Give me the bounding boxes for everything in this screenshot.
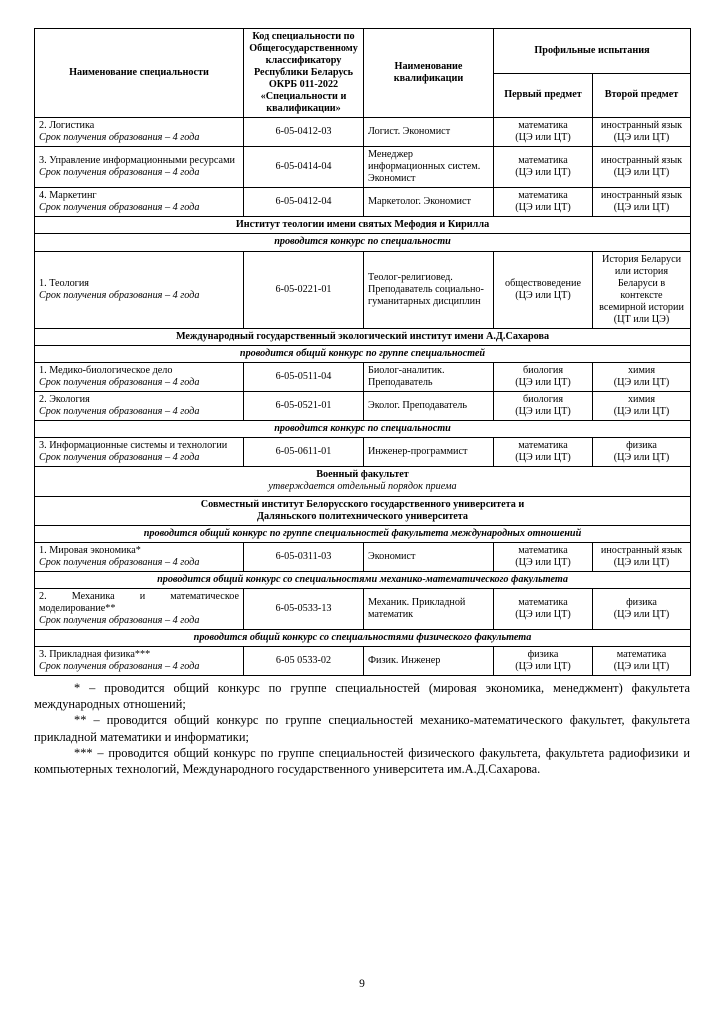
first-subject-name: биология [522,364,564,376]
competition-note: проводится общий конкурс по группе специальностей [35,345,691,362]
table-header [35,29,691,118]
cell-qualification: Физик. Инженер [364,647,494,676]
first-subject-name: обществоведение [505,277,581,289]
specialty-title: 3. Управление информационными ресурсами [39,155,235,167]
specialty-title: 1. Медико-биологическое дело [39,364,173,376]
cell-specialty-code: 6-05-0221-01 [244,251,364,328]
second-subject-form: (ЦЭ или ЦТ) [613,132,670,144]
competition-note: проводится конкурс по специальности [35,234,691,251]
first-subject-form: (ЦЭ или ЦТ) [515,132,571,144]
cell-qualification: Менеджер информационных систем. Экономист [364,147,494,188]
cell-second-subject [593,391,691,420]
cell-first-subject [494,391,593,420]
cell-specialty-code: 6-05 0533-02 [244,647,364,676]
second-subject-name: иностранный язык [600,120,683,132]
section-header-row [35,217,691,234]
cell-second-subject [593,251,691,328]
cell-qualification: Логист. Экономист [364,118,494,147]
competition-note-row [35,345,691,362]
section-header [35,466,691,496]
cell-qualification: Экономист [364,542,494,571]
cell-second-subject [593,437,691,466]
cell-second-subject [593,647,691,676]
cell-qualification: Теолог-религиовед. Преподаватель социально-гуманитарных дисциплин [364,251,494,328]
cell-specialty-code: 6-05-0611-01 [244,437,364,466]
cell-first-subject [494,188,593,217]
second-subject-name: химия [627,364,656,376]
specialty-title: 3. Прикладная физика*** [39,649,151,661]
first-subject-name: математика [518,155,568,167]
section-header-row [35,328,691,345]
competition-note-row [35,525,691,542]
section-header-title: Институт теологии имени святых Мефодия и Кирилла [235,219,490,231]
cell-specialty-code: 6-05-0521-01 [244,391,364,420]
cell-qualification: Инженер-программист [364,437,494,466]
cell-first-subject [494,147,593,188]
footnote: * – проводится общий конкурс по группе специальностей (мировая экономика, менеджмент) факультета международных отношений; [34,681,690,712]
specialty-duration: Срок получения образования – 4 года [39,132,200,144]
cell-specialty [35,118,244,147]
first-subject-form: (ЦЭ или ЦТ) [515,451,571,463]
second-subject-form: (ЦТ или ЦЭ) [613,313,670,325]
second-subject-name: иностранный язык [600,190,683,202]
cell-first-subject [494,437,593,466]
cell-second-subject [593,542,691,571]
column-header-specialty-name: Наименование специальности [35,29,244,118]
cell-first-subject [494,588,593,629]
column-header-first-subject: Первый предмет [494,73,593,118]
cell-specialty-code: 6-05-0412-04 [244,188,364,217]
section-header [35,328,691,345]
first-subject-form: (ЦЭ или ЦТ) [515,167,571,179]
specialty-duration: Срок получения образования – 4 года [39,661,200,673]
cell-specialty-code: 6-05-0311-03 [244,542,364,571]
column-header-code: Код специальности по Общегосударственному классификатору Республики Беларусь ОКРБ 011‑2022 «Специальности и квалификации» [244,29,364,118]
cell-specialty [35,588,244,629]
first-subject-name: математика [518,120,568,132]
cell-specialty-code: 6-05-0511-04 [244,362,364,391]
table-row [35,437,691,466]
specialty-title: 1. Теология [39,277,89,289]
second-subject-name: иностранный язык [600,155,683,167]
cell-specialty [35,647,244,676]
footnotes [34,680,690,777]
cell-first-subject [494,251,593,328]
column-header-second-subject: Второй предмет [593,73,691,118]
cell-first-subject [494,118,593,147]
cell-second-subject [593,362,691,391]
cell-specialty-code: 6-05-0533-13 [244,588,364,629]
cell-specialty [35,188,244,217]
specialty-title: 1. Мировая экономика* [39,544,141,556]
table-row [35,251,691,328]
competition-note: проводится общий конкурс по группе специальностей факультета международных отношений [35,525,691,542]
section-header [35,496,691,525]
second-subject-name: физика [626,596,657,608]
second-subject-form: (ЦЭ или ЦТ) [613,451,670,463]
table-row [35,118,691,147]
second-subject-form: (ЦЭ или ЦТ) [613,376,670,388]
table-row [35,147,691,188]
first-subject-form: (ЦЭ или ЦТ) [515,556,571,568]
competition-note: проводится общий конкурс со специальностями физического факультета [35,630,691,647]
first-subject-form: (ЦЭ или ЦТ) [515,202,571,214]
section-header-subtitle: утверждается отдельный порядок приема [268,481,457,492]
specialty-duration: Срок получения образования – 4 года [39,376,200,388]
cell-specialty-code: 6-05-0414-04 [244,147,364,188]
first-subject-name: математика [518,190,568,202]
specialty-duration: Срок получения образования – 4 года [39,615,200,626]
table-row [35,588,691,629]
competition-note: проводится конкурс по специальности [35,420,691,437]
first-subject-form: (ЦЭ или ЦТ) [515,376,571,388]
footnote: *** – проводится общий конкурс по группе специальностей физического факультета, факультета радиофизики и компьютерных технологий, Международного государственного университета им.А.Д.Сахарова. [34,745,690,776]
section-header-row [35,496,691,525]
specialty-title-line2: моделирование** [39,602,116,614]
specialty-title: 2. Экология [39,393,90,405]
section-header-title-line2: Даляньского политехнического университета [256,510,469,522]
first-subject-name: физика [527,649,559,661]
cell-specialty-code: 6-05-0412-03 [244,118,364,147]
cell-specialty [35,542,244,571]
specialty-duration: Срок получения образования – 4 года [39,405,200,417]
section-header-row [35,466,691,496]
cell-second-subject [593,118,691,147]
second-subject-form: (ЦЭ или ЦТ) [613,202,670,214]
table-row [35,542,691,571]
second-subject-name: физика [626,439,657,451]
cell-second-subject [593,588,691,629]
table-header-row-1 [35,29,691,74]
footnote: ** – проводится общий конкурс по группе специальностей механико-математического факультет, факультета прикладной математики и информатики; [34,713,690,744]
specialty-title: 2. Механика и математическое [39,590,239,602]
section-header-title: Совместный институт Белорусского государственного университета и [200,498,525,510]
competition-note-row [35,420,691,437]
specialty-duration: Срок получения образования – 4 года [39,289,200,301]
column-header-profile-tests: Профильные испытания [494,29,691,74]
table-body [35,118,691,676]
first-subject-form: (ЦЭ или ЦТ) [515,405,571,417]
specialty-duration: Срок получения образования – 4 года [39,451,200,463]
competition-note-row [35,630,691,647]
cell-specialty [35,437,244,466]
second-subject-form: (ЦЭ или ЦТ) [613,556,670,568]
first-subject-form: (ЦЭ или ЦТ) [515,608,571,620]
first-subject-form: (ЦЭ или ЦТ) [515,661,571,673]
specialty-duration: Срок получения образования – 4 года [39,167,200,179]
first-subject-name: математика [518,544,568,556]
specialty-title: 3. Информационные системы и технологии [39,439,228,451]
second-subject-name: математика [616,649,667,661]
section-header [35,217,691,234]
section-header-title: Военный факультет [316,468,409,480]
section-header-title: Международный государственный экологический институт имени А.Д.Сахарова [175,330,550,342]
cell-qualification: Маркетолог. Экономист [364,188,494,217]
cell-specialty [35,391,244,420]
second-subject-name: иностранный язык [600,544,683,556]
cell-second-subject [593,147,691,188]
competition-note-row [35,571,691,588]
second-subject-name: История Беларуси или история Беларуси в контексте всемирной истории [599,253,684,313]
cell-specialty [35,251,244,328]
cell-first-subject [494,542,593,571]
page-number: 9 [359,978,365,990]
cell-qualification: Механик. Прикладной математик [364,588,494,629]
table-row [35,188,691,217]
specialty-duration: Срок получения образования – 4 года [39,556,200,568]
column-header-qualification: Наименование квалификации [364,29,494,118]
table-row [35,362,691,391]
first-subject-name: математика [518,439,568,451]
admissions-table [34,28,691,676]
cell-first-subject [494,647,593,676]
table-row [35,391,691,420]
table-row [35,647,691,676]
second-subject-form: (ЦЭ или ЦТ) [613,167,670,179]
cell-qualification: Биолог-аналитик. Преподаватель [364,362,494,391]
specialty-title: 4. Маркетинг [39,190,97,202]
second-subject-form: (ЦЭ или ЦТ) [613,608,670,620]
competition-note: проводится общий конкурс со специальностями механико-математического факультета [35,571,691,588]
second-subject-form: (ЦЭ или ЦТ) [613,661,670,673]
cell-qualification: Эколог. Преподаватель [364,391,494,420]
competition-note-row [35,234,691,251]
specialty-duration: Срок получения образования – 4 года [39,202,200,214]
first-subject-name: математика [518,596,568,608]
specialty-title: 2. Логистика [39,120,95,132]
cell-specialty [35,362,244,391]
second-subject-name: химия [627,393,656,405]
first-subject-name: биология [522,393,564,405]
cell-second-subject [593,188,691,217]
cell-specialty [35,147,244,188]
first-subject-form: (ЦЭ или ЦТ) [515,289,571,301]
second-subject-form: (ЦЭ или ЦТ) [613,405,670,417]
cell-first-subject [494,362,593,391]
